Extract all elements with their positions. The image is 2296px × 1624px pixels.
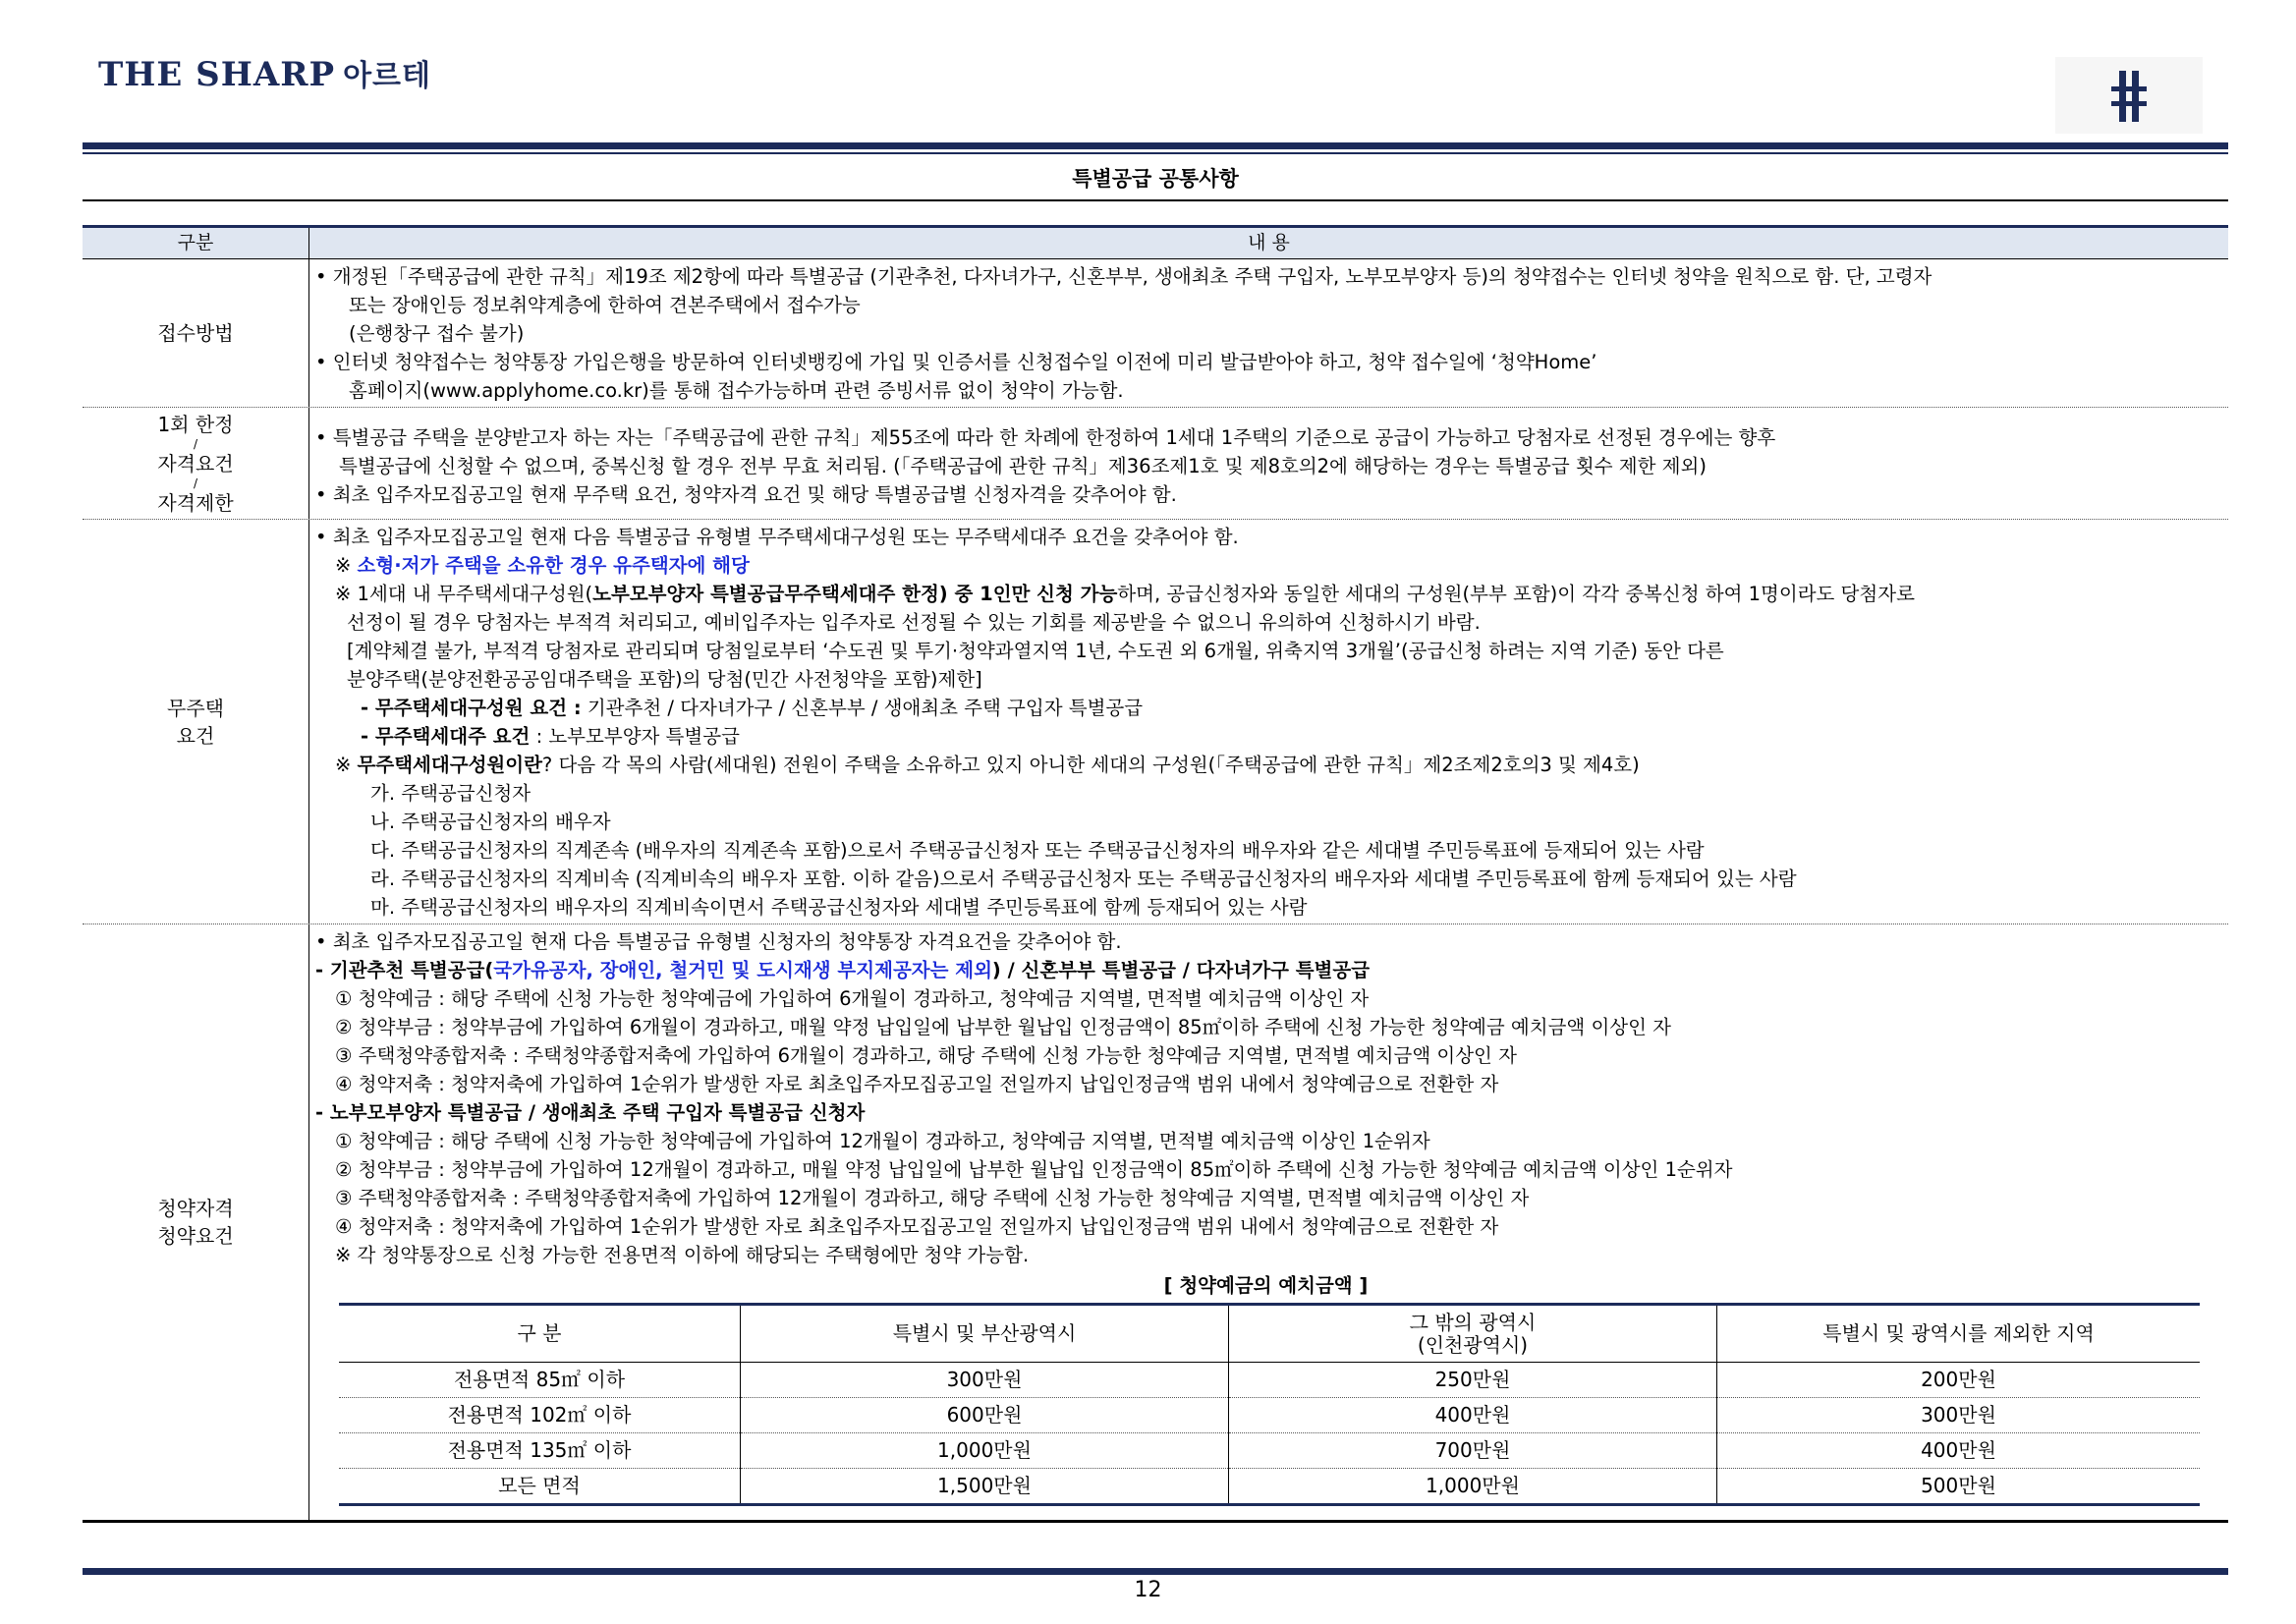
text-line: ※ 각 청약통장으로 신청 가능한 전용면적 이하에 해당되는 주택형에만 청약 가능함. (335, 1244, 1030, 1266)
text-line: • 최초 입주자모집공고일 현재 다음 특별공급 유형별 신청자의 청약통장 자격요건을 갖추어야 함. (315, 930, 1122, 953)
text-line (315, 551, 2216, 580)
table-cell: 1,000만원 (1229, 1469, 1717, 1505)
table-cell: 전용면적 102㎡ 이하 (339, 1398, 741, 1433)
text-line: 홈페이지(www.applyhome.co.kr)를 통해 접수가능하며 관련 증빙서류 없이 청약이 가능함. (349, 379, 1124, 402)
row-homeless-requirement (83, 520, 2228, 924)
list-item: 마. 주택공급신청자의 배우자의 직계비속이면서 주택공급신청자와 세대별 주민등록표에 함께 등재되어 있는 사람 (370, 896, 1308, 919)
bold-text: - 기관추천 특별공급( (315, 959, 494, 981)
text-line (315, 580, 2216, 608)
deposit-header-cell: 구 분 (339, 1305, 741, 1363)
label-text: 무주택 (167, 696, 224, 720)
label-text: 자격요건 (157, 451, 234, 476)
table-cell: 300만원 (741, 1363, 1229, 1398)
bold-text: ) / 신혼부부 특별공급 / 다자녀가구 특별공급 (991, 959, 1371, 981)
text-line (315, 751, 2216, 779)
row-one-time-limit (83, 408, 2228, 520)
text-line: • 인터넷 청약접수는 청약통장 가입은행을 방문하여 인터넷뱅킹에 가입 및 인증서를 신청접수일 이전에 미리 발급받아야 하고, 청약 접수일에 ‘청약Home’ (315, 351, 1597, 373)
list-item: ④ 청약저축 : 청약저축에 가입하여 1순위가 발생한 자로 최초입주자모집공고일 전일까지 납입인정금액 범위 내에서 청약예금으로 전환한 자 (335, 1215, 1499, 1238)
page-title: 특별공급 공통사항 (83, 158, 2228, 201)
row-label (83, 520, 309, 924)
label-text: 요건 (176, 723, 215, 748)
table-row (339, 1433, 2200, 1469)
text-part: ? 다음 각 목의 사람(세대원) 전원이 주택을 소유하고 있지 아니한 세대의 구성원(「주택공급에 관한 규칙」제2조제2호의3 및 제4호) (541, 754, 1640, 776)
label-text: 청약요건 (157, 1224, 234, 1248)
table-cell: 600만원 (741, 1398, 1229, 1433)
page-number: 12 (1134, 1578, 1162, 1602)
row-application-method (83, 259, 2228, 408)
deposit-header-cell (1229, 1305, 1717, 1363)
row-label (83, 259, 309, 407)
text-part: 하며, 공급신청자와 동일한 세대의 구성원(부부 포함)이 각각 중복신청 하여 1명이라도 당첨자로 (1117, 583, 1915, 605)
note-mark: ※ (335, 754, 358, 776)
table-header-row (83, 228, 2228, 259)
header-line: 그 밖의 광역시 (1409, 1310, 1537, 1334)
highlight-text: 소형·저가 주택을 소유한 경우 유주택자에 해당 (357, 554, 750, 577)
table-cell: 250만원 (1229, 1363, 1717, 1398)
header-line: (인천광역시) (1417, 1332, 1529, 1357)
row-content (309, 924, 2228, 1520)
list-item: 라. 주택공급신청자의 직계비속 (직계비속의 배우자 포함. 이하 같음)으로서 주택공급신청자 또는 주택공급신청자의 배우자와 세대별 주민등록표에 함께 등재되어 있는 사람 (370, 868, 1797, 890)
text-part: ※ 1세대 내 무주택세대구성원( (335, 583, 593, 605)
row-content (309, 520, 2228, 924)
top-rule-thick (83, 142, 2228, 149)
deposit-table (339, 1303, 2200, 1506)
text-line: (은행창구 접수 불가) (349, 322, 525, 345)
label-text: 접수방법 (157, 321, 234, 345)
label-separator: / (193, 436, 198, 451)
top-rule-thin (83, 152, 2228, 154)
list-item: ④ 청약저축 : 청약저축에 가입하여 1순위가 발생한 자로 최초입주자모집공고일 전일까지 납입인정금액 범위 내에서 청약예금으로 전환한 자 (335, 1073, 1499, 1095)
deposit-table-header (339, 1305, 2200, 1363)
row-label (83, 408, 309, 519)
brand-logo (98, 51, 431, 94)
table-cell: 200만원 (1717, 1363, 2201, 1398)
list-item: ① 청약예금 : 해당 주택에 신청 가능한 청약예금에 가입하여 6개월이 경과하고, 청약예금 지역별, 면적별 예치금액 이상인 자 (335, 987, 1370, 1010)
deposit-header-cell: 특별시 및 광역시를 제외한 지역 (1717, 1305, 2201, 1363)
text-line: • 개정된「주택공급에 관한 규칙」제19조 제2항에 따라 특별공급 (기관추천, 다자녀가구, 신혼부부, 생애최초 주택 구입자, 노부모부양자 등)의 청약접수는 인터넷 청약을 원칙으로 함. 단, 고령자 (315, 265, 1932, 288)
table-cell: 전용면적 85㎡ 이하 (339, 1363, 741, 1398)
header-category: 구분 (83, 228, 309, 258)
row-content (309, 259, 2228, 407)
table-cell: 300만원 (1717, 1398, 2201, 1433)
text-line: - 노부모부양자 특별공급 / 생애최초 주택 구입자 특별공급 신청자 (315, 1101, 866, 1124)
logo-korean-text: 아르테 (343, 59, 432, 93)
logo-text: THE SHARP (98, 55, 336, 94)
table-cell: 1,500만원 (741, 1469, 1229, 1505)
text-line (315, 722, 2216, 751)
text-part: 기관추천 / 다자녀가구 / 신혼부부 / 생애최초 주택 구입자 특별공급 (581, 697, 1144, 719)
list-item: 가. 주택공급신청자 (370, 782, 532, 805)
table-row (339, 1398, 2200, 1433)
bottom-rule (83, 1568, 2228, 1575)
brand-mark-icon (2055, 57, 2203, 134)
text-line (315, 956, 2216, 984)
table-row (339, 1469, 2200, 1505)
deposit-header-cell: 특별시 및 부산광역시 (741, 1305, 1229, 1363)
main-table (83, 225, 2228, 1523)
text-line: • 최초 입주자모집공고일 현재 다음 특별공급 유형별 무주택세대구성원 또는 무주택세대주 요건을 갖추어야 함. (315, 526, 1239, 548)
list-item: 나. 주택공급신청자의 배우자 (370, 811, 611, 833)
table-cell: 1,000만원 (741, 1433, 1229, 1469)
list-item: 다. 주택공급신청자의 직계존속 (배우자의 직계존속 포함)으로서 주택공급신청자 또는 주택공급신청자의 배우자와 같은 세대별 주민등록표에 등재되어 있는 사람 (370, 839, 1705, 862)
note-mark: ※ (335, 554, 358, 577)
text-line: • 최초 입주자모집공고일 현재 무주택 요건, 청약자격 요건 및 해당 특별공급별 신청자격을 갖추어야 함. (315, 483, 1177, 506)
table-cell: 500만원 (1717, 1469, 2201, 1505)
text-line: 분양주택(분양전환공공임대주택을 포함)의 당첨(민간 사전청약을 포함)제한] (347, 668, 982, 691)
label-text: 1회 한정 (157, 412, 234, 436)
label-text: 청약자격 (157, 1197, 234, 1220)
row-subscription-qualification (83, 924, 2228, 1523)
bold-text: - 무주택세대주 요건 (361, 725, 531, 748)
table-cell: 전용면적 135㎡ 이하 (339, 1433, 741, 1469)
bold-text: - 무주택세대구성원 요건 : (361, 697, 582, 719)
text-part: : 노부모부양자 특별공급 (530, 725, 740, 748)
label-text: 자격제한 (157, 490, 234, 515)
bold-text: 노부모부양자 특별공급무주택세대주 한정) 중 1인만 신청 가능 (592, 583, 1118, 605)
text-line: 선정이 될 경우 당첨자는 부적격 처리되고, 예비입주자는 입주자로 선정될 수 있는 기회를 제공받을 수 없으니 유의하여 신청하시기 바람. (347, 611, 1481, 634)
header-content: 내 용 (1248, 232, 1290, 253)
text-line: [계약체결 불가, 부적격 당첨자로 관리되며 당첨일로부터 ‘수도권 및 투기·청약과열지역 1년, 수도권 외 6개월, 위축지역 3개월’(공급신청 하려는 지역 기준) 동안 다른 (347, 640, 1724, 662)
text-line: 또는 장애인등 정보취약계층에 한하여 견본주택에서 접수가능 (349, 294, 861, 316)
text-line: 특별공급에 신청할 수 없으며, 중복신청 할 경우 전부 무효 처리됨. (「주택공급에 관한 규칙」제36조제1호 및 제8호의2에 해당하는 경우는 특별공급 횟수 제한 제외) (339, 455, 1707, 477)
text-line: • 특별공급 주택을 분양받고자 하는 자는「주택공급에 관한 규칙」제55조에 따라 한 차례에 한정하여 1세대 1주택의 기준으로 공급이 가능하고 당첨자로 선정된 경우에는 향후 (315, 426, 1776, 449)
table-cell: 400만원 (1717, 1433, 2201, 1469)
list-item: ③ 주택청약종합저축 : 주택청약종합저축에 가입하여 6개월이 경과하고, 해당 주택에 신청 가능한 청약예금 지역별, 면적별 예치금액 이상인 자 (335, 1044, 1517, 1067)
highlight-text: 국가유공자, 장애인, 철거민 및 도시재생 부지제공자는 제외 (493, 959, 992, 981)
row-label (83, 924, 309, 1520)
row-content (309, 408, 2228, 519)
table-cell: 700만원 (1229, 1433, 1717, 1469)
list-item: ② 청약부금 : 청약부금에 가입하여 12개월이 경과하고, 매월 약정 납입일에 납부한 월납입 인정금액이 85㎡이하 주택에 신청 가능한 청약예금 예치금액 이상인 1순위자 (335, 1158, 1733, 1181)
bold-text: 무주택세대구성원이란 (357, 754, 542, 776)
table-row (339, 1363, 2200, 1398)
deposit-table-title: [ 청약예금의 예치금액 ] (1163, 1274, 1369, 1297)
list-item: ③ 주택청약종합저축 : 주택청약종합저축에 가입하여 12개월이 경과하고, 해당 주택에 신청 가능한 청약예금 지역별, 면적별 예치금액 이상인 자 (335, 1187, 1530, 1209)
label-separator: / (193, 476, 198, 490)
table-cell: 모든 면적 (339, 1469, 741, 1505)
text-line (315, 694, 2216, 722)
list-item: ① 청약예금 : 해당 주택에 신청 가능한 청약예금에 가입하여 12개월이 경과하고, 청약예금 지역별, 면적별 예치금액 이상인 1순위자 (335, 1130, 1430, 1152)
table-cell: 400만원 (1229, 1398, 1717, 1433)
list-item: ② 청약부금 : 청약부금에 가입하여 6개월이 경과하고, 매월 약정 납입일에 납부한 월납입 인정금액이 85㎡이하 주택에 신청 가능한 청약예금 예치금액 이상인 자 (335, 1016, 1671, 1038)
